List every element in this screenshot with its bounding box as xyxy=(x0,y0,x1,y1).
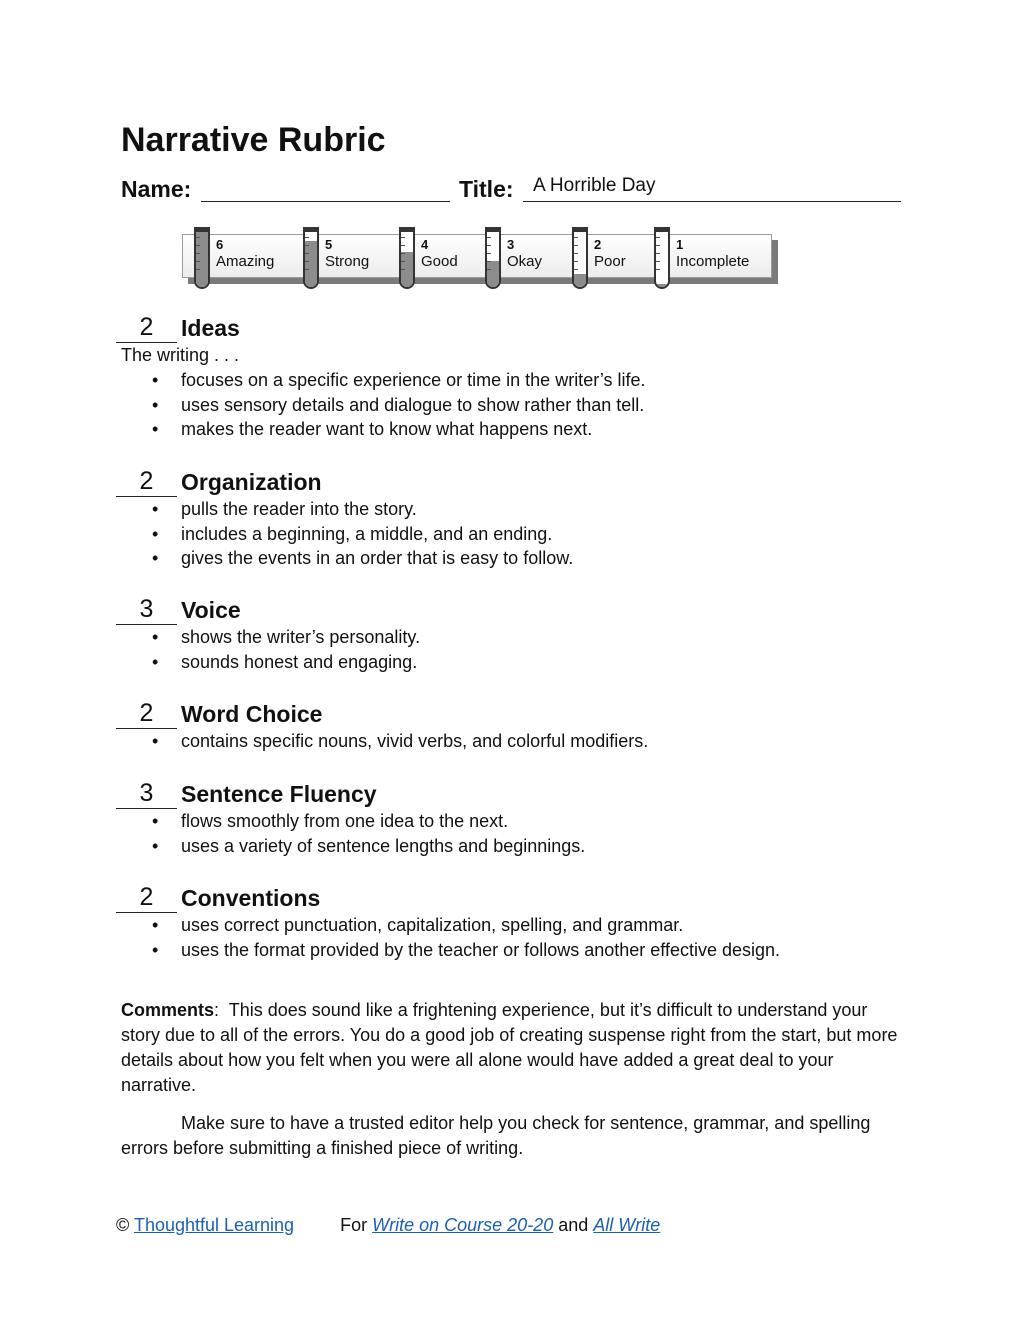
comments-text: This does sound like a frightening experience, but it’s difficult to understand your story due to all of the errors. You do a good job of creating suspense right from the start, but more details about how you felt when you were all alone would have added a great deal to your narrative. xyxy=(121,1000,898,1095)
scale-label-1: Incomplete xyxy=(676,253,750,270)
trait-title-sentence-fluency: Sentence Fluency xyxy=(181,781,377,807)
score-organization[interactable]: 2 xyxy=(116,468,177,497)
score-word-choice[interactable]: 2 xyxy=(116,700,177,729)
criterion-item: uses a variety of sentence lengths and beginnings. xyxy=(181,835,586,856)
criterion-item: focuses on a specific experience or time in the writer’s life. xyxy=(181,370,646,390)
scale-tube-3 xyxy=(485,227,501,289)
comments-paragraph-2: Make sure to have a trusted editor help you check for sentence, grammar, and spelling errors before submitting a finished piece of writing. xyxy=(121,1113,871,1158)
comments-label: Comments xyxy=(121,1000,215,1020)
bullet-icon: • xyxy=(152,370,159,390)
criterion-item: uses the format provided by the teacher or follows another effective design. xyxy=(181,939,781,960)
criterion-item: uses correct punctuation, capitalization, spelling, and grammar. xyxy=(181,915,684,935)
scale-label-5: Strong xyxy=(325,253,370,270)
bullet-icon: • xyxy=(152,548,159,568)
scale-label-6: Amazing xyxy=(216,253,275,270)
criterion-item: includes a beginning, a middle, and an ending. xyxy=(181,523,553,544)
scale-number-5: 5 xyxy=(325,237,333,252)
criterion-item: uses sensory details and dialogue to show rather than tell. xyxy=(181,394,645,415)
title-field[interactable] xyxy=(523,201,901,202)
bullet-icon: • xyxy=(152,939,159,960)
criterion-item: gives the events in an order that is easy to follow. xyxy=(181,548,574,568)
bullet-icon: • xyxy=(152,394,159,415)
scale-number-2: 2 xyxy=(594,237,602,252)
criterion-item: flows smoothly from one idea to the next. xyxy=(181,811,509,831)
document-title: Narrative Rubric xyxy=(121,121,386,159)
bullet-icon: • xyxy=(152,419,159,439)
copyright-symbol: © xyxy=(116,1215,130,1235)
publisher-link[interactable]: Thoughtful Learning xyxy=(133,1215,295,1235)
score-scale xyxy=(182,227,782,291)
scale-number-4: 4 xyxy=(421,237,429,252)
trait-intro: The writing . . . xyxy=(121,345,240,365)
criterion-item: pulls the reader into the story. xyxy=(181,499,417,519)
trait-title-voice: Voice xyxy=(181,597,241,623)
criterion-item: shows the writer’s personality. xyxy=(181,627,421,647)
trait-title-word-choice: Word Choice xyxy=(181,701,323,727)
bullet-icon: • xyxy=(152,627,159,647)
score-ideas[interactable]: 2 xyxy=(116,314,177,343)
trait-title-organization: Organization xyxy=(181,469,322,495)
criterion-item: contains specific nouns, vivid verbs, and colorful modifiers. xyxy=(181,731,649,751)
name-label: Name: xyxy=(121,176,192,202)
write-on-course-link[interactable]: Write on Course 20-20 xyxy=(372,1215,554,1235)
score-sentence-fluency[interactable]: 3 xyxy=(116,780,177,809)
scale-tube-2 xyxy=(572,227,588,289)
trait-title-conventions: Conventions xyxy=(181,885,321,911)
all-write-link[interactable]: All Write xyxy=(593,1215,661,1235)
and-text: and xyxy=(558,1215,589,1235)
footer xyxy=(116,1213,660,1237)
bullet-icon: • xyxy=(152,651,159,672)
scale-tube-1 xyxy=(654,227,670,289)
title-value: A Horrible Day xyxy=(533,175,656,196)
for-text: For xyxy=(340,1215,368,1235)
scale-number-6: 6 xyxy=(216,237,224,252)
title-label: Title: xyxy=(459,176,514,202)
scale-label-4: Good xyxy=(421,253,458,270)
score-conventions[interactable]: 2 xyxy=(116,884,177,913)
bullet-icon: • xyxy=(152,811,159,831)
bullet-icon: • xyxy=(152,835,159,856)
bullet-icon: • xyxy=(152,499,159,519)
scale-number-3: 3 xyxy=(507,237,515,252)
bullet-icon: • xyxy=(152,915,159,935)
scale-label-3: Okay xyxy=(507,253,543,270)
score-voice[interactable]: 3 xyxy=(116,596,177,625)
scale-number-1: 1 xyxy=(676,237,684,252)
scale-label-2: Poor xyxy=(594,253,626,270)
trait-title-ideas: Ideas xyxy=(181,315,240,341)
criterion-item: makes the reader want to know what happens next. xyxy=(181,419,593,439)
bullet-icon: • xyxy=(152,523,159,544)
scale-tube-6 xyxy=(194,227,210,289)
scale-tube-5 xyxy=(303,227,319,289)
bullet-icon: • xyxy=(152,731,159,751)
comments-paragraph: Comments: This does sound like a frightening experience, but it’s difficult to understand your story due to all of the errors. You do a good job of creating suspense right from the start, but more details about how you felt when you were all alone would have added a great deal to your narrative. xyxy=(121,1000,898,1095)
name-field[interactable] xyxy=(201,201,450,202)
criterion-item: sounds honest and engaging. xyxy=(181,651,418,672)
scale-tube-4 xyxy=(399,227,415,289)
